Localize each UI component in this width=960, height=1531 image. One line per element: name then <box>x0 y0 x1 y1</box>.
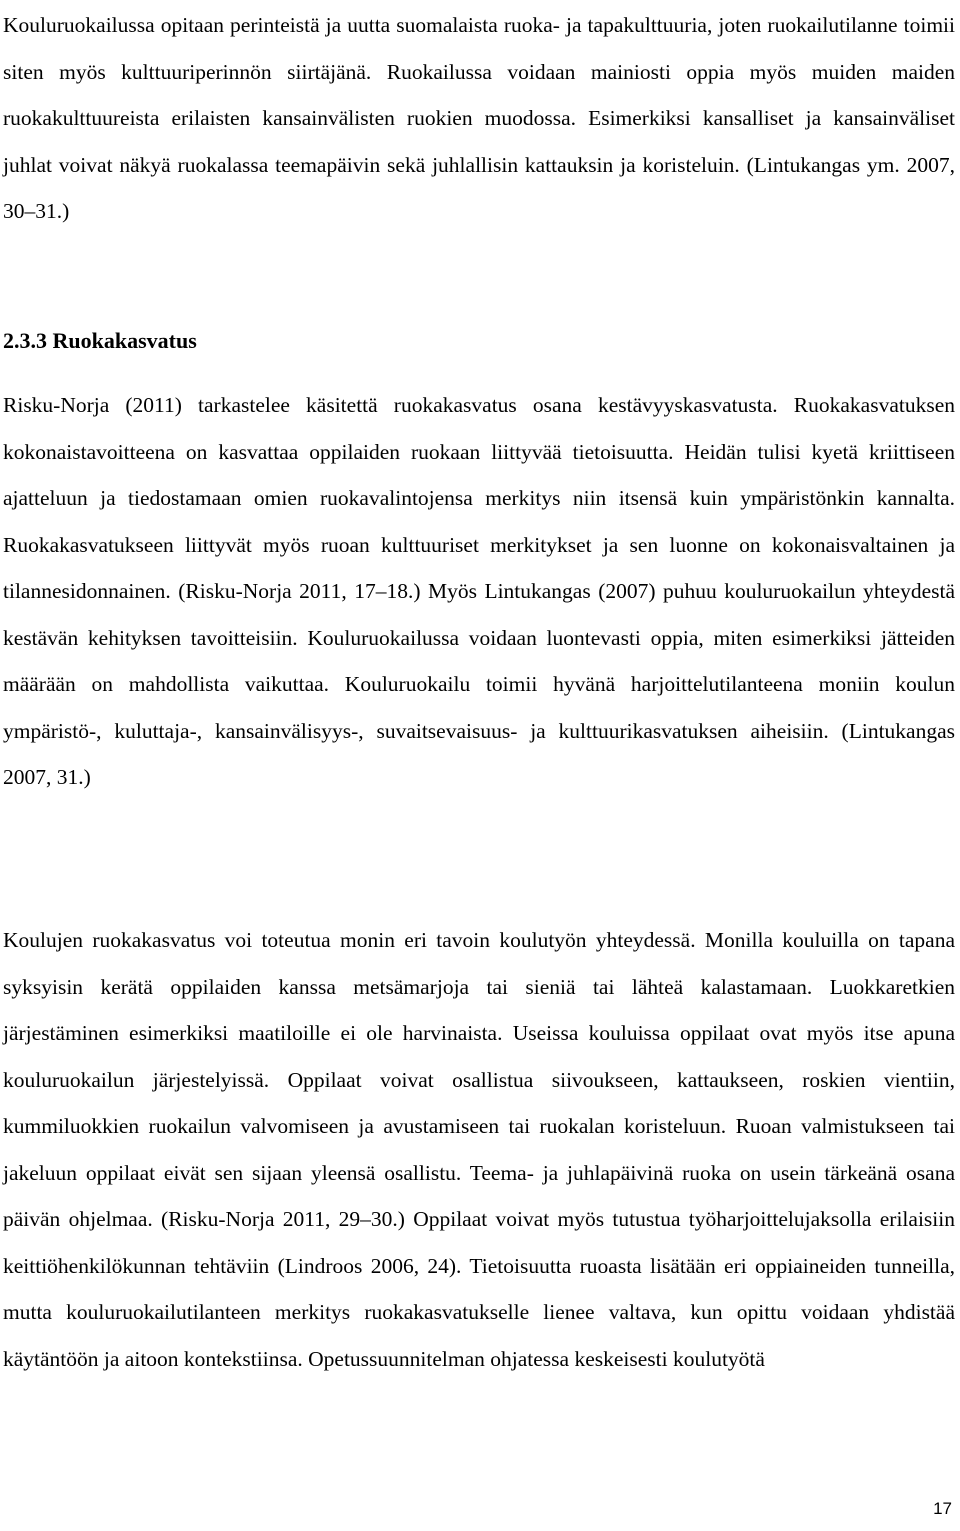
page-number: 17 <box>933 1499 952 1518</box>
paragraph-food-education: Risku-Norja (2011) tarkastelee käsitettä ruokakasvatus osana kestävyyskasvatusta. Ruokakasvatuksen kokonaistavoitteena on kasvattaa oppilaiden ruokaan liittyvää tietoisuutta. Heidän tulisi kyetä kriittiseen ajatteluun ja tiedostamaan omien ruokavalintojensa merkitys niin itsensä kuin ympäristönkin kannalta. Ruokakasvatukseen liittyvät myös ruoan kulttuuriset merkitykset ja sen luonne on kokonaisvaltainen ja tilannesidonnainen. (Risku-Norja 2011, 17–18.) Myös Lintukangas (2007) puhuu kouluruokailun yhteydestä kestävän kehityksen tavoitteisiin. Kouluruokailussa voidaan luontevasti oppia, miten esimerkiksi jätteiden määrään on mahdollista vaikuttaa. Kouluruokailu toimii hyvänä harjoittelutilanteena moniin koulun ympäristö-, kuluttaja-, kansainvälisyys-, suvaitsevaisuus- ja kulttuurikasvatuksen aiheisiin. (Lintukangas 2007, 31.) <box>3 393 955 789</box>
paragraph-school-practices: Koulujen ruokakasvatus voi toteutua monin eri tavoin koulutyön yhteydessä. Monilla kouluilla on tapana syksyisin kerätä oppilaiden kanssa metsämarjoja tai sieniä tai lähteä kalastamaan. Luokkaretkien järjestäminen esimerkiksi maatiloille ei ole harvinaista. Useissa kouluissa oppilaat ovat myös itse apuna kouluruokailun järjestelyissä. Oppilaat voivat osallistua siivoukseen, kattaukseen, roskien vientiin, kummiluokkien ruokailun valvomiseen ja avustamiseen tai ruokalan koristeluun. Ruoan valmistukseen tai jakeluun oppilaat eivät sen sijaan yleensä osallistu. Teema- ja juhlapäivinä ruoka on usein tärkeänä osana päivän ohjelmaa. (Risku-Norja 2011, 29–30.) Oppilaat voivat myös tutustua työharjoittelujaksolla erilaisiin keittiöhenkilökunnan tehtäviin (Lindroos 2006, 24). Tietoisuutta ruoasta lisätään eri oppiaineiden tunneilla, mutta kouluruokailutilanteen merkitys ruokakasvatukselle lienee valtava, kun opittu voidaan yhdistää käytäntöön ja aitoon kontekstiinsa. Opetussuunnitelman ohjatessa keskeisesti koulutyötä <box>3 928 955 1371</box>
paragraph-cultural-heritage: Kouluruokailussa opitaan perinteistä ja uutta suomalaista ruoka- ja tapakulttuuria, joten ruokailutilanne toimii siten myös kulttuuriperinnön siirtäjänä. Ruokailussa voidaan mainiosti oppia myös muiden maiden ruokakulttuureista erilaisten kansainvälisten ruokien muodossa. Esimerkiksi kansalliset ja kansainväliset juhlat voivat näkyä ruokalassa teemapäivin sekä juhlallisin kattauksin ja koristeluin. (Lintukangas ym. 2007, 30–31.) <box>3 13 955 223</box>
section-heading: 2.3.3 Ruokakasvatus <box>3 328 197 353</box>
